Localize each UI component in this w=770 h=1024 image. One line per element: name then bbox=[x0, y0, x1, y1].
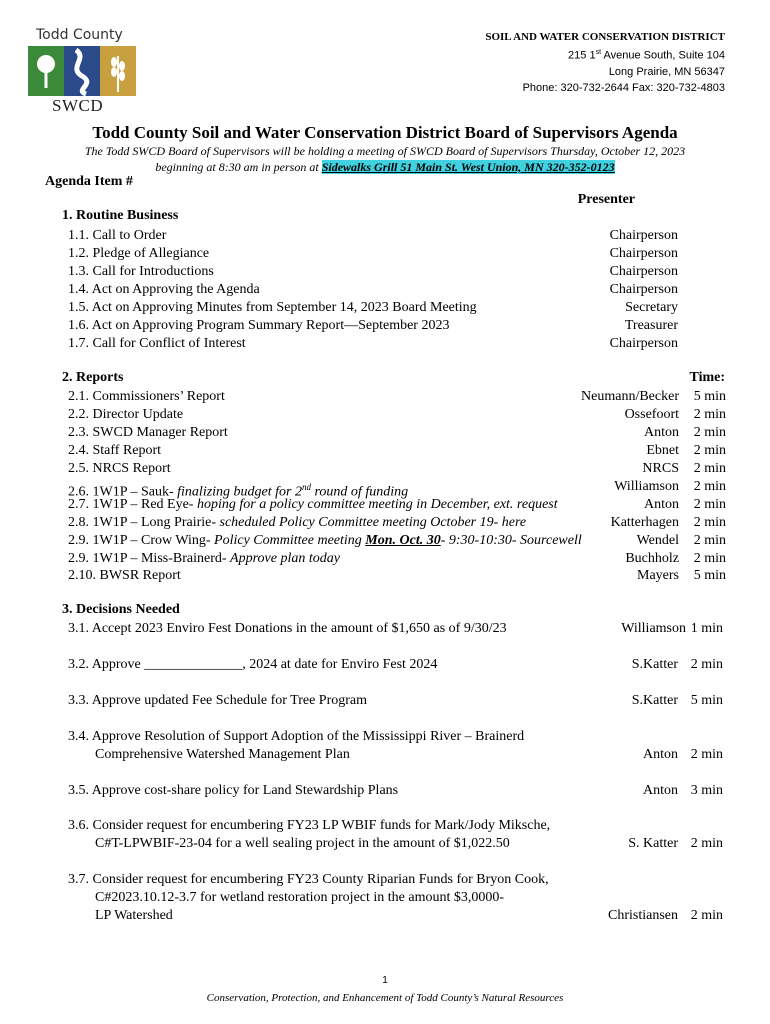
report-row: 2.10. BWSR Report Mayers 5 min bbox=[68, 568, 726, 583]
decision-row: 3.2. Approve ______________, 2024 at date for Enviro Fest 2024 S.Katter 2 min bbox=[68, 657, 723, 672]
decision-row: 3.4. Approve Resolution of Support Adoption of the Mississippi River – Brainerd Comprehensive Watershed Management Plan Anton 2 min bbox=[68, 729, 723, 762]
agenda-item-label: Agenda Item # bbox=[45, 174, 133, 189]
logo-abbr: SWCD bbox=[52, 96, 104, 115]
agenda-row: 1.4. Act on Approving the Agenda Chairperson bbox=[68, 282, 678, 297]
report-row: 2.2. Director Update Ossefoort 2 min bbox=[68, 407, 726, 422]
decision-row: 3.6. Consider request for encumbering FY23 LP WBIF funds for Mark/Jody Miksche, C#T-LPWBIF-23-04 for a well sealing project in the amount of $1,022.50 S. Katter 2 min bbox=[68, 818, 723, 851]
org-phone: Phone: 320-732-2644 Fax: 320-732-4803 bbox=[522, 81, 725, 94]
agenda-row: 1.3. Call for Introductions Chairperson bbox=[68, 264, 678, 279]
report-row: 2.6. 1W1P – Sauk- finalizing budget for 2nd round of funding Williamson 2 min bbox=[68, 479, 726, 500]
report-row: 2.1. Commissioners’ Report Neumann/Becker 5 min bbox=[68, 389, 726, 404]
agenda-row: 1.5. Act on Approving Minutes from September 14, 2023 Board Meeting Secretary bbox=[68, 300, 678, 315]
meeting-subtitle: The Todd SWCD Board of Supervisors will be holding a meeting of SWCD Board of Supervisors Thursday, October 12, 2023 beginning at 8:30 am in person at Sidewalks Grill 51 Main St. West Union, MN 320-352-0123 bbox=[84, 144, 686, 174]
report-row: 2.9. 1W1P – Crow Wing- Policy Committee meeting Mon. Oct. 30- 9:30-10:30- Sourcewell Wendel 2 min bbox=[68, 533, 726, 548]
report-row: 2.7. 1W1P – Red Eye- hoping for a policy committee meeting in December, ext. request Anton 2 min bbox=[68, 497, 726, 512]
org-address: 215 1st Avenue South, Suite 104 bbox=[568, 49, 725, 62]
agenda-row: 1.1. Call to Order Chairperson bbox=[68, 228, 678, 243]
time-label: Time: bbox=[689, 370, 725, 385]
section-reports-title: 2. Reports bbox=[62, 370, 124, 385]
report-row: 2.9. 1W1P – Miss-Brainerd- Approve plan today Buchholz 2 min bbox=[68, 551, 726, 566]
presenter-label: Presenter bbox=[577, 192, 635, 207]
agenda-row: 1.7. Call for Conflict of Interest Chairperson bbox=[68, 336, 678, 351]
org-header bbox=[485, 29, 725, 96]
decision-row: 3.3. Approve updated Fee Schedule for Tree Program S.Katter 5 min bbox=[68, 693, 723, 708]
report-row: 2.5. NRCS Report NRCS 2 min bbox=[68, 461, 726, 476]
page-title: Todd County Soil and Water Conservation District Board of Supervisors Agenda bbox=[92, 123, 678, 142]
agenda-row: 1.6. Act on Approving Program Summary Report—September 2023 Treasurer bbox=[68, 318, 678, 333]
page-number: 1 bbox=[382, 975, 388, 986]
footer-tagline: Conservation, Protection, and Enhancement of Todd County’s Natural Resources bbox=[206, 992, 564, 1004]
decision-row: 3.5. Approve cost-share policy for Land Stewardship Plans Anton 3 min bbox=[68, 783, 723, 798]
section-routine-title: 1. Routine Business bbox=[62, 208, 179, 223]
logo-title: Todd County bbox=[36, 27, 123, 43]
report-row: 2.8. 1W1P – Long Prairie- scheduled Policy Committee meeting October 19- here Katterhagen 2 min bbox=[68, 515, 726, 530]
decision-row: 3.1. Accept 2023 Enviro Fest Donations in the amount of $1,650 as of 9/30/23 Williamson 1 min bbox=[68, 621, 723, 636]
meeting-location: Sidewalks Grill 51 Main St. West Union, MN 320-352-0123 bbox=[321, 160, 615, 174]
report-row: 2.3. SWCD Manager Report Anton 2 min bbox=[68, 425, 726, 440]
org-name: SOIL AND WATER CONSERVATION DISTRICT bbox=[485, 31, 725, 43]
agenda-row: 1.2. Pledge of Allegiance Chairperson bbox=[68, 246, 678, 261]
decision-row: 3.7. Consider request for encumbering FY23 County Riparian Funds for Bryon Cook, C#2023.10.12-3.7 for wetland restoration project in the amount $3,0000- LP Watershed Christiansen 2 min bbox=[68, 872, 723, 923]
org-city: Long Prairie, MN 56347 bbox=[608, 65, 725, 78]
report-row: 2.4. Staff Report Ebnet 2 min bbox=[68, 443, 726, 458]
section-decisions-title: 3. Decisions Needed bbox=[62, 602, 180, 617]
